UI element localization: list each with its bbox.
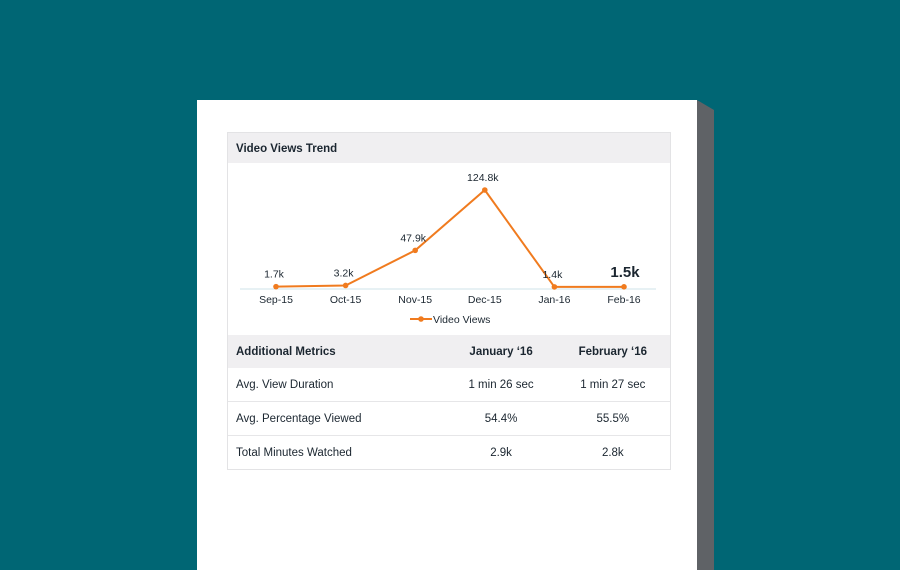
x-tick-label: Feb-16: [607, 294, 641, 306]
data-point: [552, 284, 558, 290]
table-row: [228, 368, 670, 402]
legend-label: Video Views: [433, 314, 491, 326]
chart-area: [228, 163, 670, 335]
card-title: Video Views Trend: [228, 133, 670, 163]
metric-january-value: 1 min 26 sec: [468, 378, 534, 391]
metric-february-value: 1 min 27 sec: [580, 378, 646, 391]
x-tick-label: Oct-15: [329, 294, 362, 306]
table-row: [228, 436, 670, 470]
legend-marker: [418, 316, 424, 322]
metric-january-value: 54.4%: [447, 402, 556, 436]
table-row: [228, 402, 670, 436]
metric-label: Avg. Percentage Viewed: [228, 402, 447, 436]
series-line-video-views: [276, 190, 624, 287]
video-views-card: [227, 132, 671, 470]
metrics-header-label: Additional Metrics: [228, 335, 447, 368]
data-point: [482, 187, 488, 193]
metrics-header-february: February ‘16: [556, 335, 670, 368]
metric-label: Avg. View Duration: [236, 378, 334, 391]
data-label: 3.2k: [333, 267, 354, 280]
data-label: 47.9k: [400, 232, 427, 245]
x-tick-label: Jan-16: [538, 294, 571, 306]
metrics-header-january: January ‘16: [447, 335, 556, 368]
metrics-header-row: [228, 335, 670, 368]
data-label: 1.5k: [610, 263, 640, 281]
paper-fold: [697, 100, 714, 110]
metric-february-value: 2.8k: [556, 436, 670, 470]
data-point: [412, 248, 418, 254]
report-page: [197, 100, 697, 570]
metric-january-value: 2.9k: [447, 436, 556, 470]
x-tick-label: Nov-15: [398, 294, 433, 306]
data-point: [621, 284, 627, 290]
x-tick-label: Dec-15: [467, 294, 502, 306]
additional-metrics-table: [228, 335, 670, 469]
metric-label: Total Minutes Watched: [228, 436, 447, 470]
data-point: [273, 284, 279, 290]
x-tick-label: Sep-15: [259, 294, 293, 306]
data-label: 124.8k: [467, 172, 499, 184]
metric-february-value: 55.5%: [556, 402, 670, 436]
data-label: 1.7k: [264, 268, 284, 281]
data-point: [343, 283, 349, 289]
video-views-line-chart: [228, 163, 670, 335]
data-label: 1.4k: [542, 268, 563, 281]
